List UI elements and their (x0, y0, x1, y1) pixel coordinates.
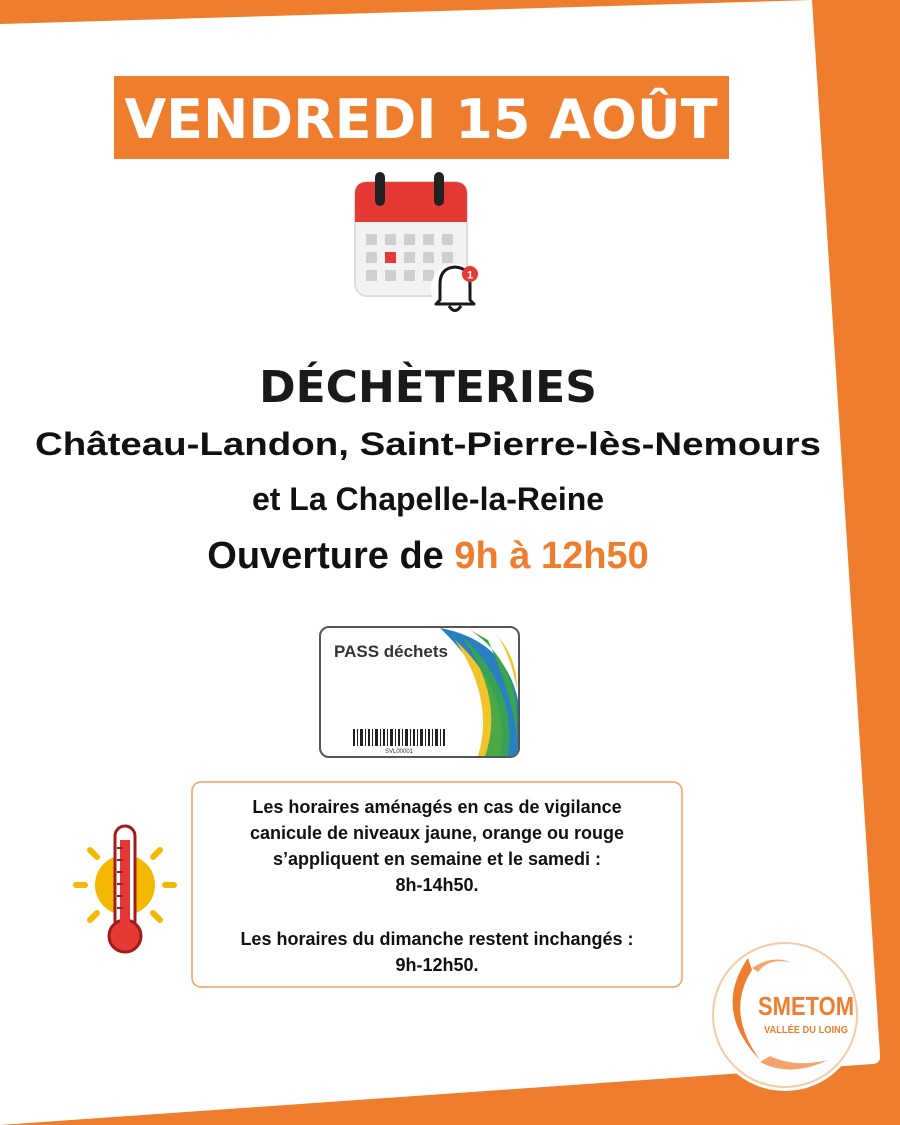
pass-card-title: PASS déchets (334, 642, 449, 661)
heat-notice-line-2: canicule de niveaux jaune, orange ou rouge (249, 823, 625, 843)
opening-hours (207, 535, 648, 577)
heading: DÉCHÈTERIES (259, 362, 597, 413)
notification-count: 1 (466, 269, 474, 282)
date-banner-text: VENDREDI 15 AOÛT (124, 88, 718, 151)
bell-icon (431, 264, 479, 312)
logo-subtitle: VALLÉE DU LOING (764, 1025, 855, 1036)
pass-card (320, 627, 519, 757)
heat-notice-line-6: 9h-12h50. (395, 955, 479, 975)
smetom-logo (709, 939, 861, 1091)
logo-name: SMETOM (758, 991, 854, 1021)
opening-prefix: Ouverture de (207, 535, 455, 577)
heat-notice-line-1: Les horaires aménagés en cas de vigilance (252, 797, 622, 817)
opening-hours-value: 9h à 12h50 (454, 535, 649, 577)
pass-card-code: SVL00001 (384, 749, 414, 755)
locations-line-2: et La Chapelle-la-Reine (251, 481, 605, 517)
heat-notice-line-4: 8h-14h50. (395, 875, 479, 895)
heat-notice-line-5: Les horaires du dimanche restent inchangés : (240, 929, 634, 949)
locations-line-1: Château-Landon, Saint-Pierre-lès-Nemours (35, 426, 821, 462)
heat-notice-line-3: s’appliquent en semaine et le samedi : (272, 849, 602, 869)
